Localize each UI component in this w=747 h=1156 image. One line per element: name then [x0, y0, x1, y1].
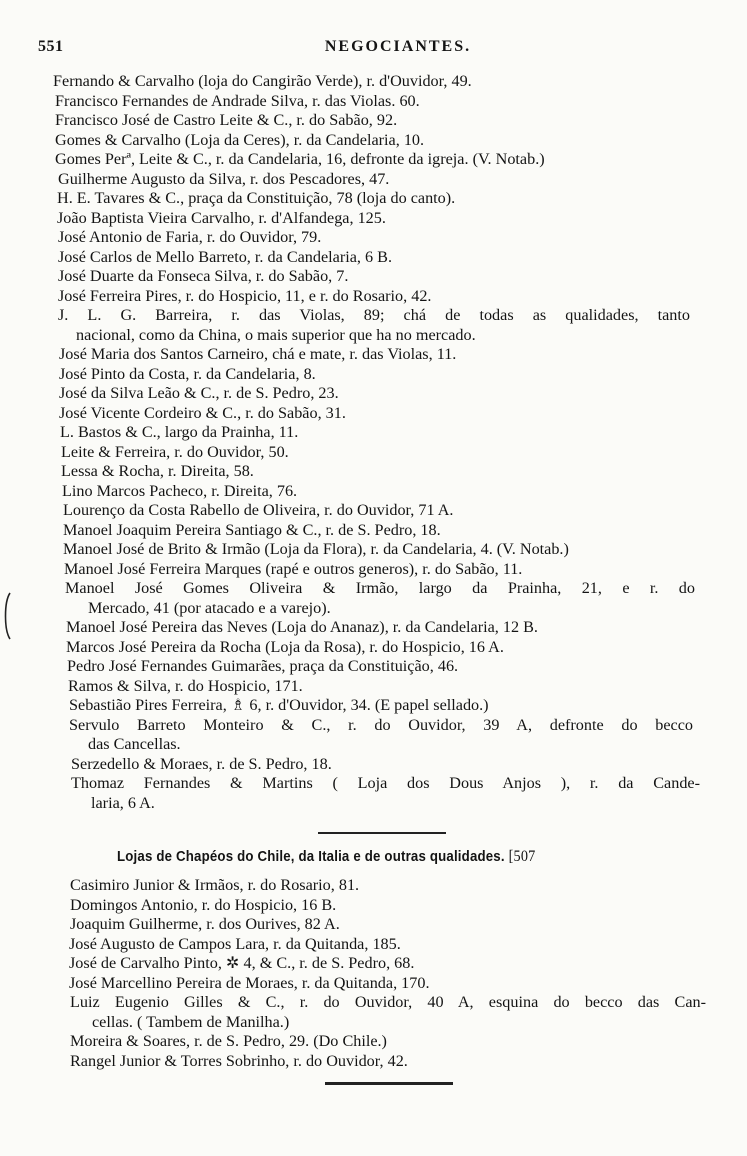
entry-continuation-line: das Cancellas.: [88, 735, 181, 753]
entry-line: José Ferreira Pires, r. do Hospicio, 11, e r. do Rosario, 42.: [58, 286, 432, 305]
entry-line: José de Carvalho Pinto, ✲ 4, & C., r. de S. Pedro, 68.: [69, 954, 415, 972]
entry-line: Pedro José Fernandes Guimarães, praça da Constituição, 46.: [67, 657, 459, 675]
directory-entry: [0, 306, 747, 345]
entry-line: José Maria dos Santos Carneiro, chá e mate, r. das Violas, 11.: [59, 345, 457, 363]
directory-entry: [0, 657, 747, 677]
entry-line: José Pinto da Costa, r. da Candelaria, 8.: [59, 364, 316, 383]
section-divider: [318, 832, 446, 834]
entry-line: José da Silva Leão & C., r. de S. Pedro, 23.: [59, 384, 339, 402]
entry-line: Sebastião Pires Ferreira, ♗ 6, r. d'Ouvidor, 34. (E papel sellado.): [69, 696, 489, 714]
entry-line: J. L. G. Barreira, r. das Violas, 89; chá de todas as qualidades, tanto: [58, 306, 690, 324]
entry-line: H. E. Tavares & C., praça da Constituição, 78 (loja do canto).: [57, 189, 456, 207]
entry-line: Casimiro Junior & Irmãos, r. do Rosario, 81.: [70, 876, 360, 894]
entry-line: Moreira & Soares, r. de S. Pedro, 29. (Do Chile.): [70, 1032, 387, 1050]
directory-entry: [0, 287, 747, 307]
entry-line: Servulo Barreto Monteiro & C., r. do Ouvidor, 39 A, defronte do becco: [69, 715, 693, 734]
entry-line: Marcos José Pereira da Rocha (Loja da Rosa), r. do Hospicio, 16 A.: [66, 637, 504, 656]
entry-line: José Vicente Cordeiro & C., r. do Sabão, 31.: [59, 403, 346, 422]
page-end-rule: [325, 1082, 453, 1085]
directory-entry: [0, 876, 747, 896]
entry-line: Rangel Junior & Torres Sobrinho, r. do Ouvidor, 42.: [70, 1051, 408, 1070]
directory-entry: [0, 111, 747, 131]
directory-entry: [0, 404, 747, 424]
directory-entry: [0, 189, 747, 209]
entry-line: Lessa & Rocha, r. Direita, 58.: [61, 462, 254, 480]
entry-line: João Baptista Vieira Carvalho, r. d'Alfandega, 125.: [57, 208, 386, 227]
entry-line: Guilherme Augusto da Silva, r. dos Pescadores, 47.: [58, 169, 390, 188]
directory-entry: [0, 228, 747, 248]
entry-line: Manoel José de Brito & Irmão (Loja da Flora), r. da Candelaria, 4. (V. Notab.): [63, 540, 569, 558]
directory-entry: [0, 915, 747, 935]
merchants-list: [0, 72, 747, 813]
directory-entry: [0, 696, 747, 716]
directory-entry: [0, 384, 747, 404]
directory-entry: [0, 579, 747, 618]
entry-line: L. Bastos & C., largo da Prainha, 11.: [60, 423, 299, 441]
directory-entry: [0, 896, 747, 916]
directory-entry: [0, 677, 747, 697]
directory-entry: [0, 521, 747, 541]
directory-entry: [0, 954, 747, 974]
entry-line: José Antonio de Faria, r. do Ouvidor, 79.: [58, 228, 322, 246]
directory-entry: [0, 560, 747, 580]
entry-line: Lourenço da Costa Rabello de Oliveira, r. do Ouvidor, 71 A.: [63, 501, 454, 519]
directory-entry: [0, 248, 747, 268]
directory-entry: [0, 267, 747, 287]
directory-entry: [0, 935, 747, 955]
running-title: NEGOCIANTES.: [324, 38, 472, 55]
entry-continuation-line: nacional, como da China, o mais superior que ha no mercado.: [76, 325, 476, 344]
entry-line: Joaquim Guilherme, r. dos Ourives, 82 A.: [70, 915, 340, 933]
section-heading-text: Lojas de Chapéos do Chile, da Italia e de outras qualidades.: [117, 849, 505, 865]
entry-line: José Carlos de Mello Barreto, r. da Candelaria, 6 B.: [58, 247, 393, 266]
directory-entry: [0, 72, 747, 92]
entry-line: Francisco José de Castro Leite & C., r. do Sabão, 92.: [55, 111, 398, 129]
directory-entry: [0, 1052, 747, 1072]
page-header: [38, 38, 718, 62]
directory-entry: [0, 92, 747, 112]
entry-line: Leite & Ferreira, r. do Ouvidor, 50.: [61, 442, 289, 461]
directory-entry: [0, 974, 747, 994]
entry-line: Domingos Antonio, r. do Hospicio, 16 B.: [70, 895, 337, 914]
directory-entry: [0, 993, 747, 1032]
entry-line: José Duarte da Fonseca Silva, r. do Sabão, 7.: [58, 267, 349, 285]
entry-line: Luiz Eugenio Gilles & C., r. do Ouvidor, 40 A, esquina do becco das Can-: [70, 993, 706, 1011]
entry-line: Francisco Fernandes de Andrade Silva, r. das Violas. 60.: [55, 91, 420, 110]
entry-line: Thomaz Fernandes & Martins ( Loja dos Dous Anjos ), r. da Cande-: [71, 774, 700, 792]
directory-entry: [0, 638, 747, 658]
page-number: 551: [38, 38, 64, 55]
directory-entry: [0, 365, 747, 385]
directory-entry: [0, 501, 747, 521]
entry-continuation-line: cellas. ( Tambem de Manilha.): [92, 1012, 290, 1031]
directory-entry: [0, 540, 747, 560]
entry-line: Lino Marcos Pacheco, r. Direita, 76.: [62, 481, 298, 500]
directory-entry: [0, 618, 747, 638]
directory-entry: [0, 443, 747, 463]
entry-line: Fernando & Carvalho (loja do Cangirão Verde), r. d'Ouvidor, 49.: [53, 72, 472, 90]
entry-line: Ramos & Silva, r. do Hospicio, 171.: [68, 676, 303, 695]
entry-line: Manoel Joaquim Pereira Santiago & C., r. de S. Pedro, 18.: [63, 520, 441, 539]
entry-line: Manoel José Gomes Oliveira & Irmão, largo da Prainha, 21, e r. do: [65, 579, 695, 597]
entry-line: Manoel José Ferreira Marques (rapé e outros generos), r. do Sabão, 11.: [64, 559, 523, 578]
entry-line: Gomes & Carvalho (Loja da Ceres), r. da Candelaria, 10.: [55, 130, 425, 149]
directory-entry: [0, 755, 747, 775]
directory-entry: [0, 131, 747, 151]
hat-shops-list: [0, 876, 747, 1071]
entry-line: Serzedello & Moraes, r. de S. Pedro, 18.: [71, 754, 332, 773]
entry-line: José Marcellino Pereira de Moraes, r. da Quitanda, 170.: [69, 973, 430, 992]
directory-entry: [0, 345, 747, 365]
directory-entry: [0, 423, 747, 443]
directory-entry: [0, 774, 747, 813]
directory-entry: [0, 209, 747, 229]
directory-entry: [0, 170, 747, 190]
directory-entry: [0, 150, 747, 170]
entry-line: Manoel José Pereira das Neves (Loja do Ananaz), r. da Candelaria, 12 B.: [66, 618, 538, 636]
entry-continuation-line: Mercado, 41 (por atacado e a varejo).: [88, 598, 331, 617]
section-heading-page-ref: [507: [508, 848, 536, 865]
entry-line: José Augusto de Campos Lara, r. da Quitanda, 185.: [69, 934, 401, 953]
directory-entry: [0, 1032, 747, 1052]
directory-entry: [0, 716, 747, 755]
entry-line: Gomes Perª, Leite & C., r. da Candelaria, 16, defronte da igreja. (V. Notab.): [55, 150, 545, 168]
entry-continuation-line: laria, 6 A.: [91, 793, 155, 812]
directory-entry: [0, 482, 747, 502]
section-heading: [117, 848, 614, 866]
directory-entry: [0, 462, 747, 482]
